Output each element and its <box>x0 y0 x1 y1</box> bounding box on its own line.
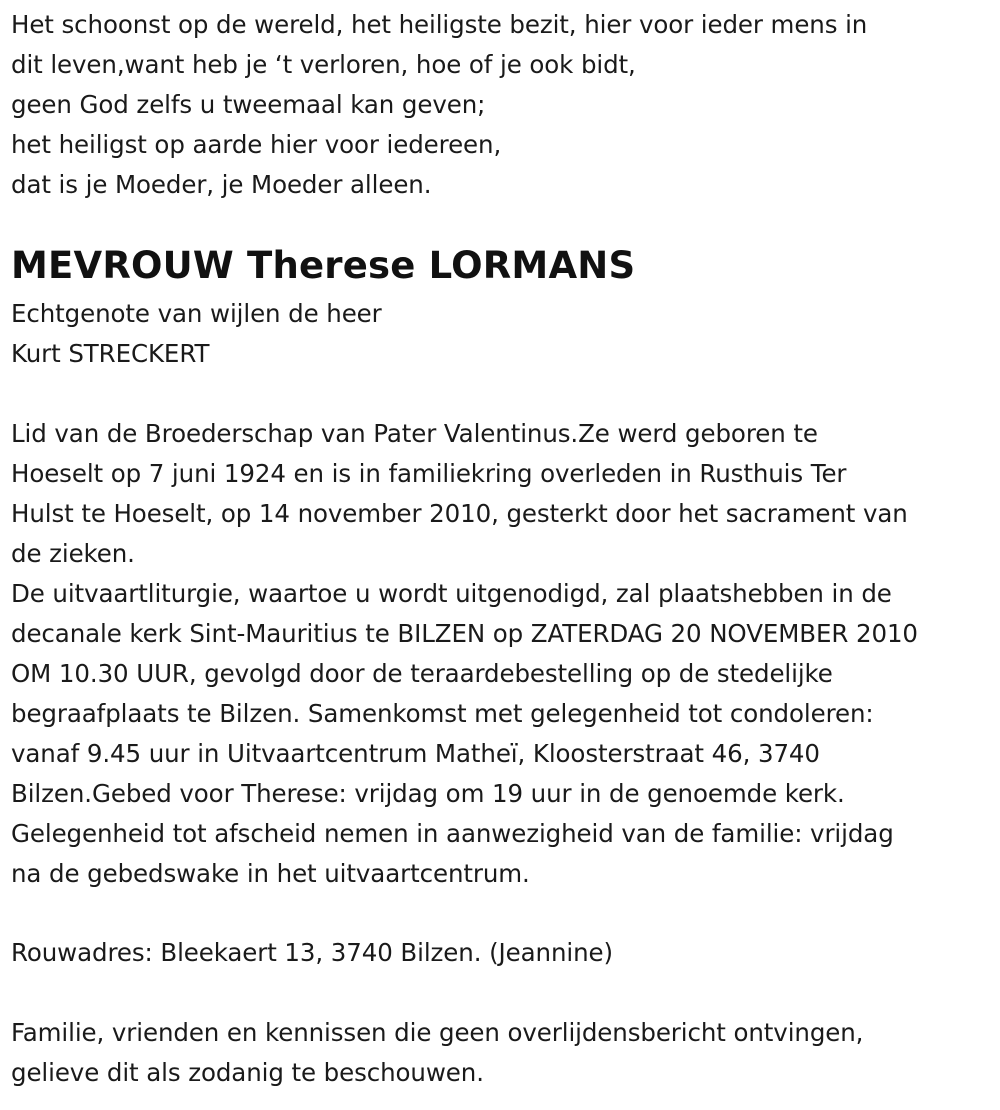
notice-line: gelieve dit als zodanig te beschouwen. <box>11 1058 484 1087</box>
body-line: begraafplaats te Bilzen. Samenkomst met gelegenheid tot condoleren: <box>11 699 874 728</box>
body-line: Bilzen.Gebed voor Therese: vrijdag om 19 uur in de genoemde kerk. <box>11 779 845 808</box>
body-line: vanaf 9.45 uur in Uitvaartcentrum Matheï, Kloosterstraat 46, 3740 <box>11 739 820 768</box>
closing-notice <box>11 1013 863 1093</box>
spouse-line: Kurt STRECKERT <box>11 339 210 368</box>
body-line: Lid van de Broederschap van Pater Valentinus.Ze werd geboren te <box>11 419 818 448</box>
spouse-line: Echtgenote van wijlen de heer <box>11 299 382 328</box>
body-line: De uitvaartliturgie, waartoe u wordt uitgenodigd, zal plaatshebben in de <box>11 579 892 608</box>
address-line: Rouwadres: Bleekaert 13, 3740 Bilzen. (Jeannine) <box>11 938 613 967</box>
body-line: na de gebedswake in het uitvaartcentrum. <box>11 859 530 888</box>
memorial-poem <box>11 5 867 205</box>
obituary-body <box>11 414 918 894</box>
body-line: de zieken. <box>11 539 135 568</box>
poem-line: het heiligst op aarde hier voor iedereen, <box>11 130 502 159</box>
notice-line: Familie, vrienden en kennissen die geen overlijdensbericht ontvingen, <box>11 1018 864 1047</box>
body-line: OM 10.30 UUR, gevolgd door de teraardebestelling op de stedelijke <box>11 659 833 688</box>
body-line: decanale kerk Sint-Mauritius te BILZEN op ZATERDAG 20 NOVEMBER 2010 <box>11 619 918 648</box>
deceased-name: MEVROUW Therese LORMANS <box>11 244 636 287</box>
spouse-info <box>11 294 382 374</box>
body-line: Gelegenheid tot afscheid nemen in aanwezigheid van de familie: vrijdag <box>11 819 894 848</box>
mourning-address <box>11 933 613 973</box>
body-line: Hoeselt op 7 juni 1924 en is in familiekring overleden in Rusthuis Ter <box>11 459 847 488</box>
poem-line: dat is je Moeder, je Moeder alleen. <box>11 170 432 199</box>
poem-line: Het schoonst op de wereld, het heiligste bezit, hier voor ieder mens in <box>11 10 868 39</box>
body-line: Hulst te Hoeselt, op 14 november 2010, gesterkt door het sacrament van <box>11 499 908 528</box>
poem-line: geen God zelfs u tweemaal kan geven; <box>11 90 486 119</box>
poem-line: dit leven,want heb je ‘t verloren, hoe of je ook bidt, <box>11 50 636 79</box>
